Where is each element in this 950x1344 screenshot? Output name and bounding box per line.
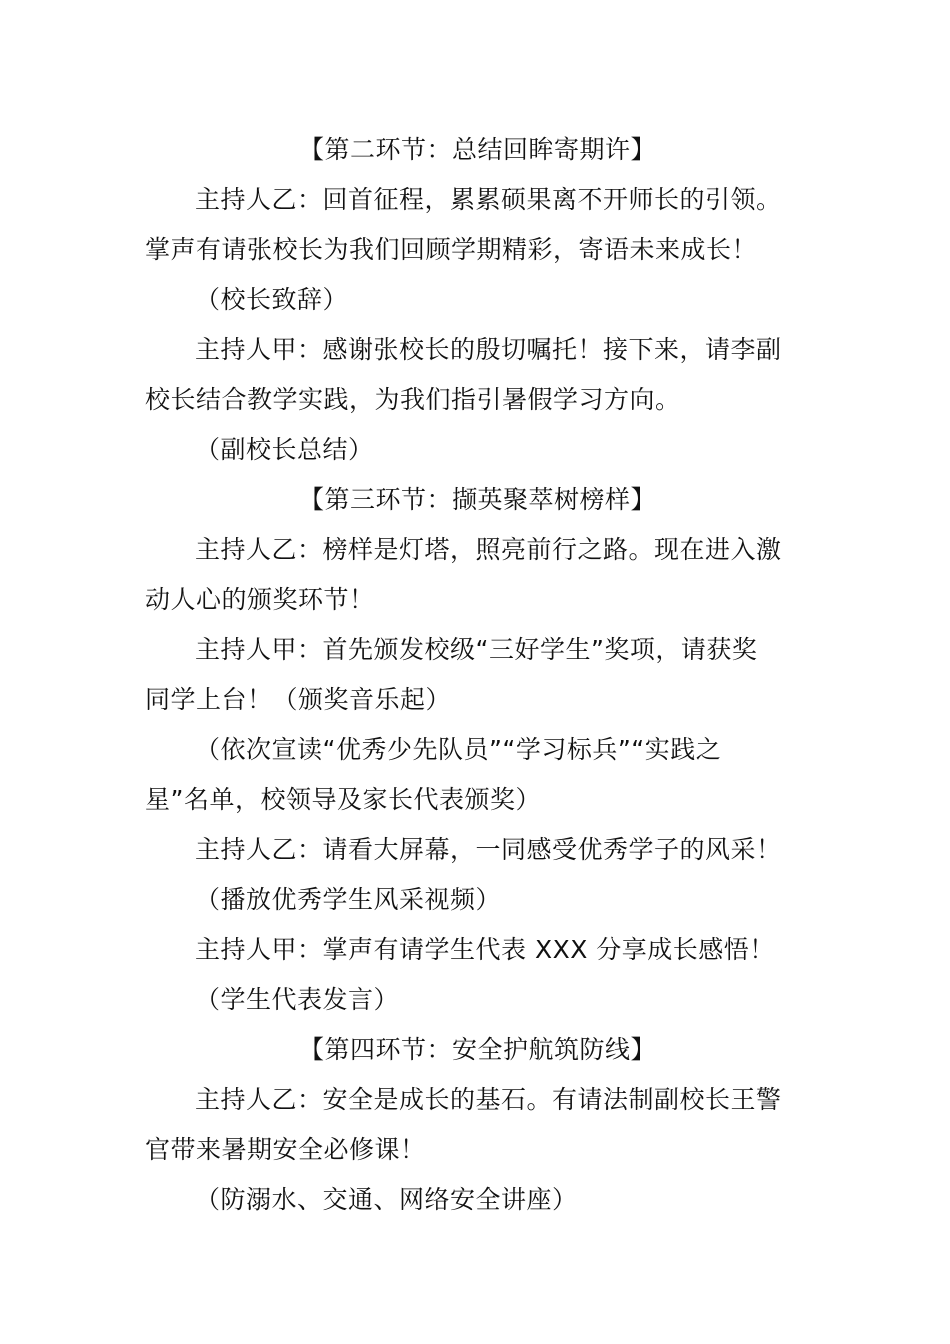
paragraph-line: 主持人乙：榜样是灯塔，照亮前行之路。现在进入激 <box>195 535 782 564</box>
stage-direction: （副校长总结） <box>195 435 374 464</box>
paragraph-line: 主持人乙：回首征程，累累硕果离不开师长的引领。 <box>195 185 782 214</box>
section-heading-2: 【第二环节：总结回眸寄期许】 <box>298 135 656 164</box>
paragraph-line: 主持人甲：掌声有请学生代表 XXX 分享成长感悟！ <box>195 935 775 964</box>
section-heading-4: 【第四环节：安全护航筑防线】 <box>298 1035 656 1064</box>
stage-direction: （校长致辞） <box>195 285 349 314</box>
paragraph-line: 主持人乙：安全是成长的基石。有请法制副校长王警 <box>195 1085 782 1114</box>
paragraph-line: 主持人甲：感谢张校长的殷切嘱托！接下来，请李副 <box>195 335 782 364</box>
paragraph-line: 动人心的颁奖环节！ <box>145 585 375 614</box>
stage-direction: （防溺水、交通、网络安全讲座） <box>195 1185 578 1214</box>
paragraph-line: 同学上台！（颁奖音乐起） <box>145 685 452 714</box>
paragraph-line: 主持人乙：请看大屏幕，一同感受优秀学子的风采！ <box>195 835 782 864</box>
paragraph-line: 掌声有请张校长为我们回顾学期精彩，寄语未来成长！ <box>145 235 758 264</box>
paragraph-line: 主持人甲：首先颁发校级“三好学生”奖项，请获奖 <box>195 635 758 664</box>
section-heading-3: 【第三环节：撷英聚萃树榜样】 <box>298 485 656 514</box>
paragraph-line: 官带来暑期安全必修课！ <box>145 1135 426 1164</box>
stage-direction: （依次宣读“优秀少先队员”“学习标兵”“实践之 <box>195 735 722 764</box>
stage-direction: 星”名单，校领导及家长代表颁奖） <box>145 785 541 814</box>
stage-direction: （学生代表发言） <box>195 985 400 1014</box>
stage-direction: （播放优秀学生风采视频） <box>195 885 502 914</box>
paragraph-line: 校长结合教学实践，为我们指引暑假学习方向。 <box>145 385 681 414</box>
